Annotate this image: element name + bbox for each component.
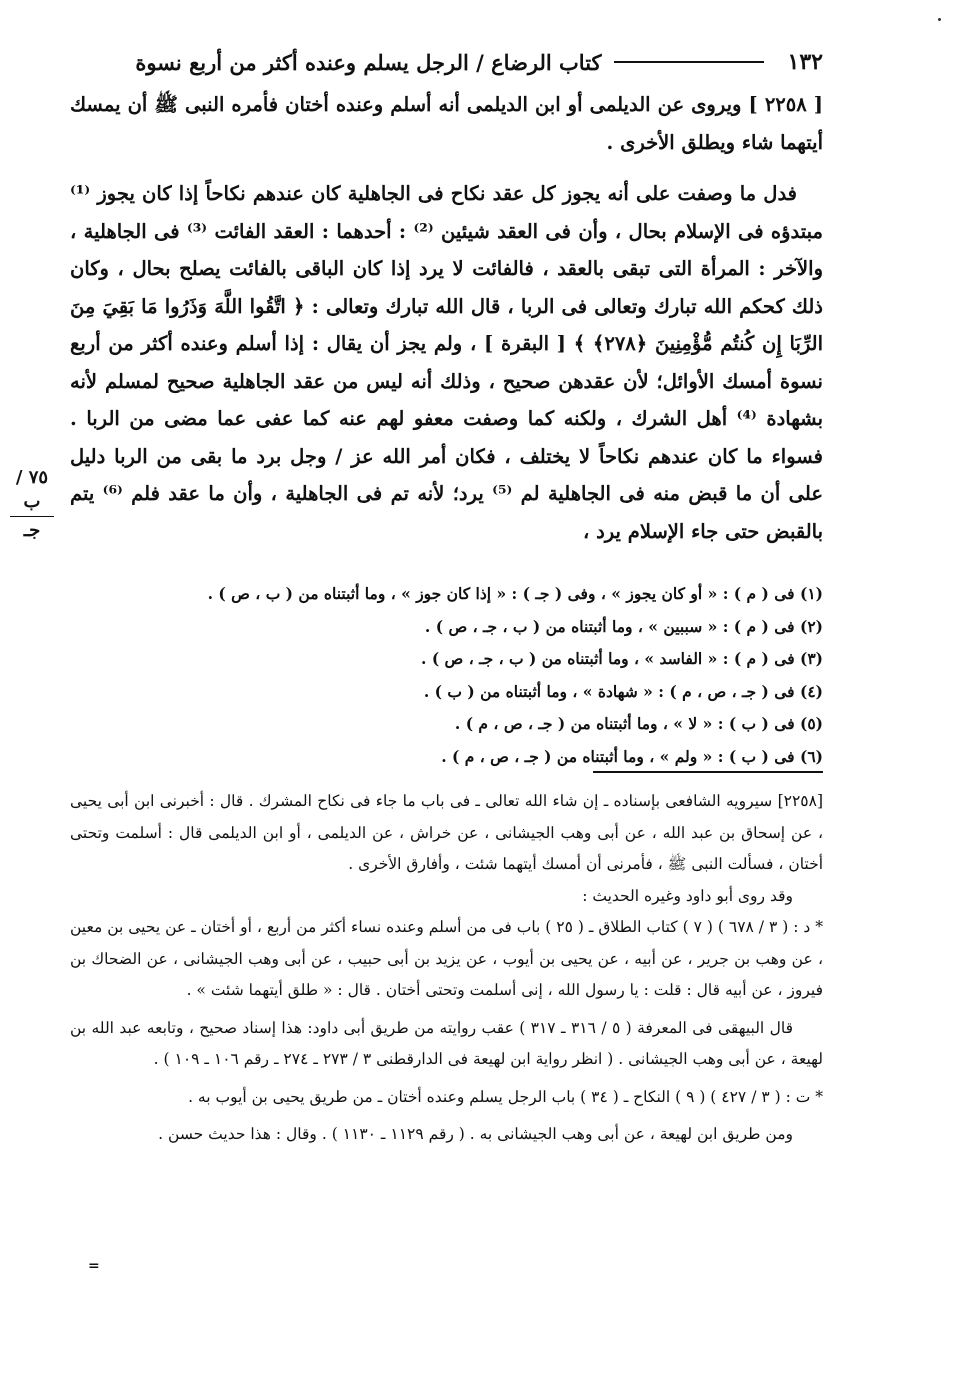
footnote-5: (٥) فى ( ب ) : « لا » ، وما أثبتناه من ( جـ ، ص ، م ) .	[454, 714, 823, 734]
footnote-1: (١) فى ( م ) : « أو كان يجوز » ، وفى ( جـ ) : « إذا كان جوز » ، وما أثبتناه من ( ب ، ص ) .	[207, 584, 823, 603]
hadith-number: [ ٢٢٥٨ ]	[748, 93, 824, 116]
takhrij-section	[70, 786, 823, 1151]
takhrij-paragraph-3: * د : ( ٣ / ٦٧٨ ) ( ٧ ) كتاب الطلاق ـ ( ٢٥ ) باب فى من أسلم وعنده نساء أكثر من أربع ، أو أختان ـ عن يحيى بن معين ، عن وهب بن جرير ، عن أبيه ، عن يحيى بن أيوب ، عن يزيد بن أبى حبيب ، عن أبى وهب الجيشانى ، عن الضحاك بن فيروز ، عن أبيه قال : قلت : يا رسول الله ، إنى أسلمت وتحتى أختان . قال : « طلق أيتهما شئت » .	[70, 918, 823, 999]
folio-rule	[10, 516, 54, 517]
running-header	[70, 42, 823, 82]
footnotes	[200, 578, 823, 774]
header-title: كتاب الرضاع / الرجل يسلم وعنده أكثر من أربع نسوة	[135, 49, 602, 75]
page-number: ١٣٢	[787, 49, 823, 75]
hadith-paragraph	[70, 86, 823, 161]
takhrij-divider	[593, 771, 823, 773]
footnote-3: (٣) فى ( م ) : « الفاسد » ، وما أثبتناه من ( ب ، جـ ، ص ) .	[421, 649, 823, 669]
corner-speck	[938, 18, 941, 21]
takhrij-paragraph-2: وقد روى أبو داود وغيره الحديث :	[582, 886, 793, 905]
commentary-paragraph: فدل ما وصفت على أنه يجوز كل عقد نكاح فى الجاهلية كان عندهم نكاحاً إذا كان يجوز ⁽¹⁾ مبتدؤه فى الإسلام بحال ، وأن فى العقد شيئين ⁽²⁾ : أحدهما : العقد الفائت ⁽³⁾ فى الجاهلية ، والآخر : المرأة التى تبقى بالعقد ، فالفائت لا يرد إذا كان الباقى بالفائت يصلح بحال ، وكان ذلك كحكم الله تبارك وتعالى فى الربا ، قال الله تبارك وتعالى : ﴿ اتَّقُوا اللَّهَ وَذَرُوا مَا بَقِيَ مِنَ الرِّبَا إِن كُنتُم مُّؤْمِنِينَ ﴿٢٧٨﴾ ﴾ [ البقرة ] ، ولم يجز أن يقال : إذا أسلم وعنده أكثر من أربع نسوة أمسك الأوائل؛ لأن عقدهن صحيح ، وذلك أنه ليس من عقد الجاهلية صحيح لمسلم لأنه بشهادة ⁽⁴⁾ أهل الشرك ، ولكنه كما وصفت معفو لهم عنه كما عفى عما مضى من الربا . فسواء ما كان عندهم نكاحاً لا يختلف ، فكان أمر الله عز / وجل برد ما بقى من الربا دليل على أن ما قبض منه فى الجاهلية لم ⁽⁵⁾ يرد؛ لأنه تم فى الجاهلية ، وأن ما عقد فلم ⁽⁶⁾ يتم بالقبض حتى جاء الإسلام يرد ،	[70, 182, 824, 543]
footnote-2: (٢) فى ( م ) : « سببين » ، وما أثبتناه من ( ب ، جـ ، ص ) .	[424, 616, 823, 636]
main-text	[70, 86, 823, 550]
footnote-4: (٤) فى ( جـ ، ص ، م ) : « شهادة » ، وما أثبتناه من ( ب ) .	[423, 681, 823, 701]
hadith-text: ويروى عن الديلمى أو ابن الديلمى أنه أسلم وعنده أختان فأمره النبى ﷺ أن يمسك أيتهما شاء ويطلق الأخرى .	[70, 93, 823, 154]
takhrij-paragraph-1: [٢٢٥٨] سيرويه الشافعى بإسناده ـ إن شاء الله تعالى ـ فى باب ما جاء فى نكاح المشرك . قال : أخبرنى ابن أبى يحيى ، عن إسحاق بن عبد الله ، عن أبى وهب الجيشانى ، عن خراش ، عن الديلمى ، أو ابن الديلمى قال : أسلمت وتحتى أختان ، فسألت النبى ﷺ ، فأمرنى أن أمسك أيتهما شئت ، وأفارق الأخرى .	[70, 792, 823, 873]
manuscript-siglum: جـ	[23, 520, 41, 541]
footnote-6: (٦) فى ( ب ) : « ولم » ، وما أثبتناه من ( جـ ، ص ، م ) .	[441, 746, 823, 766]
takhrij-paragraph-6: ومن طريق ابن لهيعة ، عن أبى وهب الجيشانى به . ( رقم ١١٢٩ ـ ١١٣٠ ) . وقال : هذا حديث حسن .	[158, 1125, 793, 1143]
header-rule	[614, 61, 764, 63]
end-mark: =	[88, 1258, 100, 1274]
takhrij-paragraph-4: قال البيهقى فى المعرفة ( ٥ / ٣١٦ ـ ٣١٧ ) عقب روايته من طريق أبى داود: هذا إسناد صحيح ، وتابعه عبد الله بن لهيعة ، عن أبى وهب الجيشانى . ( انظر رواية ابن لهيعة فى الدارقطنى ٣ / ٢٧٣ ـ ٢٧٤ ـ رقم ١٠٦ ـ ١٠٩ ) .	[70, 1018, 823, 1068]
folio-reference: ٧٥ / ب	[15, 467, 49, 512]
margin-folio-note	[6, 466, 58, 543]
takhrij-paragraph-5: * ت : ( ٣ / ٤٢٧ ) ( ٩ ) النكاح ـ ( ٣٤ ) باب الرجل يسلم وعنده أختان ـ من طريق يحيى بن أيوب به .	[188, 1087, 823, 1106]
